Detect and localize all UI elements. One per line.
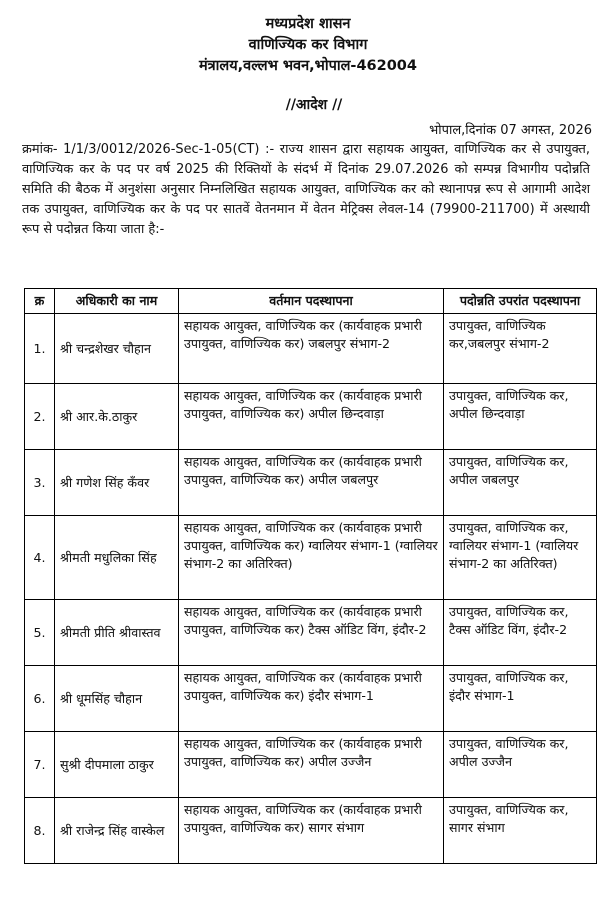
new-posting-cell: उपायुक्त, वाणिज्यिक कर, ग्वालियर संभाग-1 (ग्वालियर संभाग-2 का अतिरिक्त)	[444, 516, 597, 600]
officer-name-cell: सुश्री दीपमाला ठाकुर	[55, 732, 179, 798]
serial-number-cell: 8.	[25, 798, 55, 864]
promotion-table	[24, 288, 597, 864]
table-row	[25, 666, 597, 732]
table-row	[25, 314, 597, 384]
department-name: वाणिज्यिक कर विभाग	[248, 37, 368, 53]
table-row	[25, 384, 597, 450]
header-sno: क्र	[25, 289, 55, 314]
serial-number-cell: 7.	[25, 732, 55, 798]
officer-name-cell: श्रीमती प्रीति श्रीवास्तव	[55, 600, 179, 666]
order-paragraph: क्रमांक- 1/1/3/0012/2026-Sec-1-05(CT) :- राज्य शासन द्वारा सहायक आयुक्त, वाणिज्यिक कर से उपायुक्त, वाणिज्यिक कर के पद पर वर्ष 2025 की रिक्तियों के संदर्भ में दिनांक 29.07.2026 को सम्पन्न विभागीय पदोन्नति समिति की बैठक में अनुशंसा अनुसार निम्नलिखित सहायक आयुक्त, वाणिज्यिक कर को स्थानापन्न रूप से आगामी आदेश तक उपायुक्त, वाणिज्यिक कर के पद पर सातवें वेतनमान में वेतन मेट्रिक्स लेवल-14 (79900-211700) में अस्थायी रूप से पदोन्नत किया जाता है:-	[22, 142, 590, 237]
order-title: //आदेश //	[285, 97, 343, 113]
government-name: मध्यप्रदेश शासन	[265, 16, 351, 32]
current-posting-cell: सहायक आयुक्त, वाणिज्यिक कर (कार्यवाहक प्रभारी उपायुक्त, वाणिज्यिक कर) अपील जबलपुर	[179, 450, 444, 516]
table-row	[25, 600, 597, 666]
office-address: मंत्रालय,वल्लभ भवन,भोपाल-462004	[199, 58, 417, 74]
new-posting-cell: उपायुक्त, वाणिज्यिक कर,जबलपुर संभाग-2	[444, 314, 597, 384]
officer-name-cell: श्री चन्द्रशेखर चौहान	[55, 314, 179, 384]
serial-number-cell: 4.	[25, 516, 55, 600]
officer-name-cell: श्रीमती मधुलिका सिंह	[55, 516, 179, 600]
officer-name-cell: श्री राजेन्द्र सिंह वास्केल	[55, 798, 179, 864]
header-officer-name: अधिकारी का नाम	[55, 289, 179, 314]
officer-name-cell: श्री धूमसिंह चौहान	[55, 666, 179, 732]
new-posting-cell: उपायुक्त, वाणिज्यिक कर, अपील उज्जैन	[444, 732, 597, 798]
serial-number-cell: 1.	[25, 314, 55, 384]
current-posting-cell: सहायक आयुक्त, वाणिज्यिक कर (कार्यवाहक प्रभारी उपायुक्त, वाणिज्यिक कर) जबलपुर संभाग-2	[179, 314, 444, 384]
current-posting-cell: सहायक आयुक्त, वाणिज्यिक कर (कार्यवाहक प्रभारी उपायुक्त, वाणिज्यिक कर) ग्वालियर संभाग-1 (ग्वालियर संभाग-2 का अतिरिक्त)	[179, 516, 444, 600]
current-posting-cell: सहायक आयुक्त, वाणिज्यिक कर (कार्यवाहक प्रभारी उपायुक्त, वाणिज्यिक कर) अपील उज्जैन	[179, 732, 444, 798]
serial-number-cell: 3.	[25, 450, 55, 516]
new-posting-cell: उपायुक्त, वाणिज्यिक कर, अपील जबलपुर	[444, 450, 597, 516]
table-header-row	[25, 289, 597, 314]
officer-name-cell: श्री आर.के.ठाकुर	[55, 384, 179, 450]
current-posting-cell: सहायक आयुक्त, वाणिज्यिक कर (कार्यवाहक प्रभारी उपायुक्त, वाणिज्यिक कर) इंदौर संभाग-1	[179, 666, 444, 732]
table-row	[25, 732, 597, 798]
current-posting-cell: सहायक आयुक्त, वाणिज्यिक कर (कार्यवाहक प्रभारी उपायुक्त, वाणिज्यिक कर) टैक्स ऑडिट विंग, इंदौर-2	[179, 600, 444, 666]
current-posting-cell: सहायक आयुक्त, वाणिज्यिक कर (कार्यवाहक प्रभारी उपायुक्त, वाणिज्यिक कर) सागर संभाग	[179, 798, 444, 864]
new-posting-cell: उपायुक्त, वाणिज्यिक कर, इंदौर संभाग-1	[444, 666, 597, 732]
new-posting-cell: उपायुक्त, वाणिज्यिक कर, टैक्स ऑडिट विंग, इंदौर-2	[444, 600, 597, 666]
header-current-posting: वर्तमान पदस्थापना	[179, 289, 444, 314]
new-posting-cell: उपायुक्त, वाणिज्यिक कर, अपील छिन्दवाड़ा	[444, 384, 597, 450]
serial-number-cell: 5.	[25, 600, 55, 666]
new-posting-cell: उपायुक्त, वाणिज्यिक कर, सागर संभाग	[444, 798, 597, 864]
order-date: भोपाल,दिनांक 07 अगस्त, 2026	[429, 123, 592, 138]
table-row	[25, 798, 597, 864]
serial-number-cell: 2.	[25, 384, 55, 450]
header-posting-after-promotion: पदोन्नति उपरांत पदस्थापना	[444, 289, 597, 314]
letterhead	[0, 0, 616, 77]
table-row	[25, 450, 597, 516]
current-posting-cell: सहायक आयुक्त, वाणिज्यिक कर (कार्यवाहक प्रभारी उपायुक्त, वाणिज्यिक कर) अपील छिन्दवाड़ा	[179, 384, 444, 450]
table-row	[25, 516, 597, 600]
serial-number-cell: 6.	[25, 666, 55, 732]
officer-name-cell: श्री गणेश सिंह कँवर	[55, 450, 179, 516]
